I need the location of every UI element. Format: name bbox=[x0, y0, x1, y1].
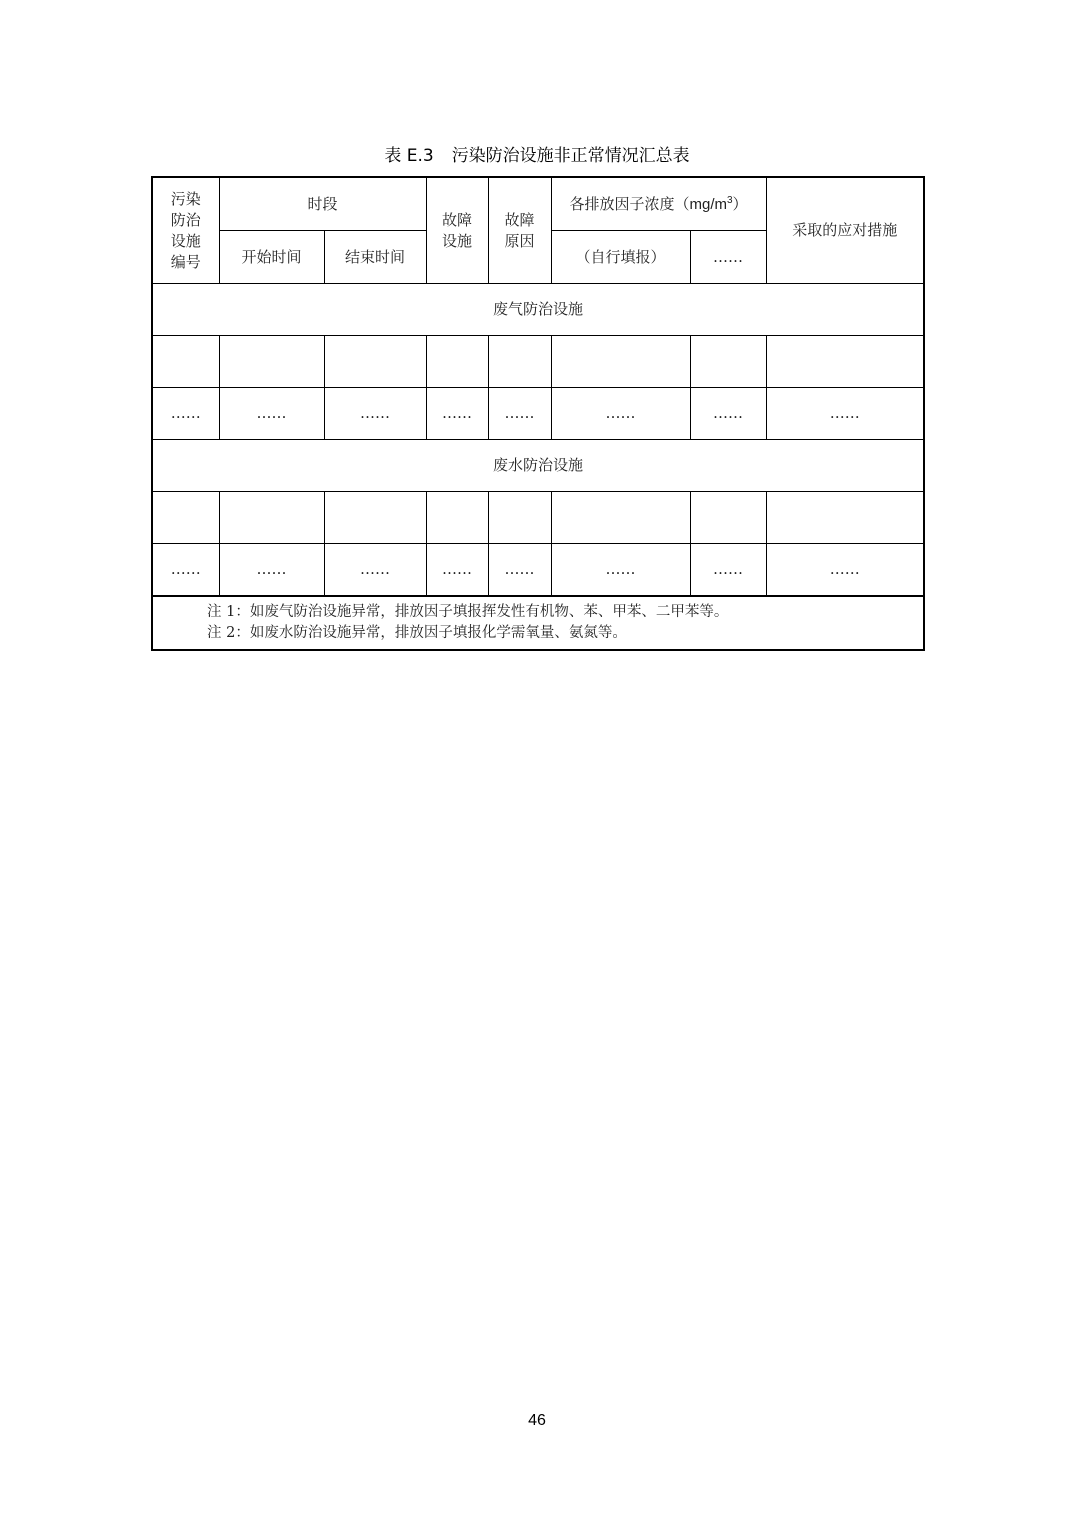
table-cell: …… bbox=[426, 388, 488, 440]
header-facility-id-line: 污染 bbox=[170, 189, 201, 208]
table-cell bbox=[219, 336, 324, 388]
header-concentration-exponent: 3 bbox=[726, 194, 733, 206]
table-row bbox=[152, 544, 924, 597]
table-cell: …… bbox=[152, 388, 219, 440]
table-cell bbox=[766, 336, 924, 388]
header-facility-id-line: 防治 bbox=[170, 210, 201, 229]
header-row-1 bbox=[152, 177, 924, 231]
header-fault-reason-line: 原因 bbox=[504, 231, 535, 250]
abnormal-summary-table bbox=[151, 176, 925, 651]
note-1: 注 1：如废气防治设施异常，排放因子填报挥发性有机物、苯、甲苯、二甲苯等。 bbox=[207, 604, 729, 620]
table-cell bbox=[324, 492, 426, 544]
table-cell bbox=[488, 492, 551, 544]
section-title-waste-water: 废水防治设施 bbox=[152, 440, 924, 492]
table-cell bbox=[426, 492, 488, 544]
table-cell bbox=[690, 336, 766, 388]
header-concentration-unit: mg/m bbox=[689, 195, 727, 213]
header-facility-id-line: 设施 bbox=[170, 231, 201, 250]
header-facility-id bbox=[152, 177, 219, 284]
table-cell bbox=[152, 492, 219, 544]
table-cell: …… bbox=[324, 388, 426, 440]
section-title-waste-gas: 废气防治设施 bbox=[152, 284, 924, 336]
table-cell bbox=[426, 336, 488, 388]
table-cell bbox=[766, 492, 924, 544]
table-cell: …… bbox=[324, 544, 426, 597]
table-cell bbox=[152, 336, 219, 388]
page-number: 46 bbox=[528, 1412, 546, 1429]
table-cell: …… bbox=[152, 544, 219, 597]
header-concentration-suffix: ） bbox=[732, 194, 748, 213]
header-concentration bbox=[551, 177, 766, 231]
table-cell: …… bbox=[488, 544, 551, 597]
table-number: 表 E.3 bbox=[384, 146, 434, 166]
table-row bbox=[152, 336, 924, 388]
table-cell: …… bbox=[766, 544, 924, 597]
table-cell bbox=[690, 492, 766, 544]
table-cell bbox=[219, 492, 324, 544]
table-cell bbox=[551, 492, 690, 544]
header-facility-id-line: 编号 bbox=[170, 252, 201, 271]
table-row bbox=[152, 388, 924, 440]
table-cell: …… bbox=[690, 544, 766, 597]
table-cell: …… bbox=[488, 388, 551, 440]
header-self-report: （自行填报） bbox=[551, 231, 690, 284]
table-title: 污染防治设施非正常情况汇总表 bbox=[451, 146, 690, 166]
table-cell: …… bbox=[219, 388, 324, 440]
header-period: 时段 bbox=[219, 177, 426, 231]
table-cell: …… bbox=[426, 544, 488, 597]
header-fault-facility bbox=[426, 177, 488, 284]
table-cell bbox=[551, 336, 690, 388]
table-cell: …… bbox=[219, 544, 324, 597]
table-cell: …… bbox=[690, 388, 766, 440]
table-row bbox=[152, 492, 924, 544]
header-fault-facility-line: 故障 bbox=[442, 210, 473, 229]
table-cell bbox=[488, 336, 551, 388]
header-fault-reason-line: 故障 bbox=[504, 210, 535, 229]
header-start-time: 开始时间 bbox=[219, 231, 324, 284]
table-caption bbox=[0, 141, 1074, 166]
notes-row bbox=[152, 596, 924, 650]
table-cell: …… bbox=[551, 544, 690, 597]
header-fault-reason bbox=[488, 177, 551, 284]
table-cell bbox=[324, 336, 426, 388]
note-2: 注 2：如废水防治设施异常，排放因子填报化学需氧量、氨氮等。 bbox=[207, 625, 627, 641]
header-fault-facility-line: 设施 bbox=[442, 231, 473, 250]
header-more: …… bbox=[690, 231, 766, 284]
table-cell: …… bbox=[551, 388, 690, 440]
header-measures: 采取的应对措施 bbox=[766, 177, 924, 284]
section-row-waste-gas bbox=[152, 284, 924, 336]
section-row-waste-water bbox=[152, 440, 924, 492]
header-concentration-prefix: 各排放因子浓度（ bbox=[569, 194, 690, 213]
table-cell: …… bbox=[766, 388, 924, 440]
header-end-time: 结束时间 bbox=[324, 231, 426, 284]
notes-cell bbox=[152, 596, 924, 650]
